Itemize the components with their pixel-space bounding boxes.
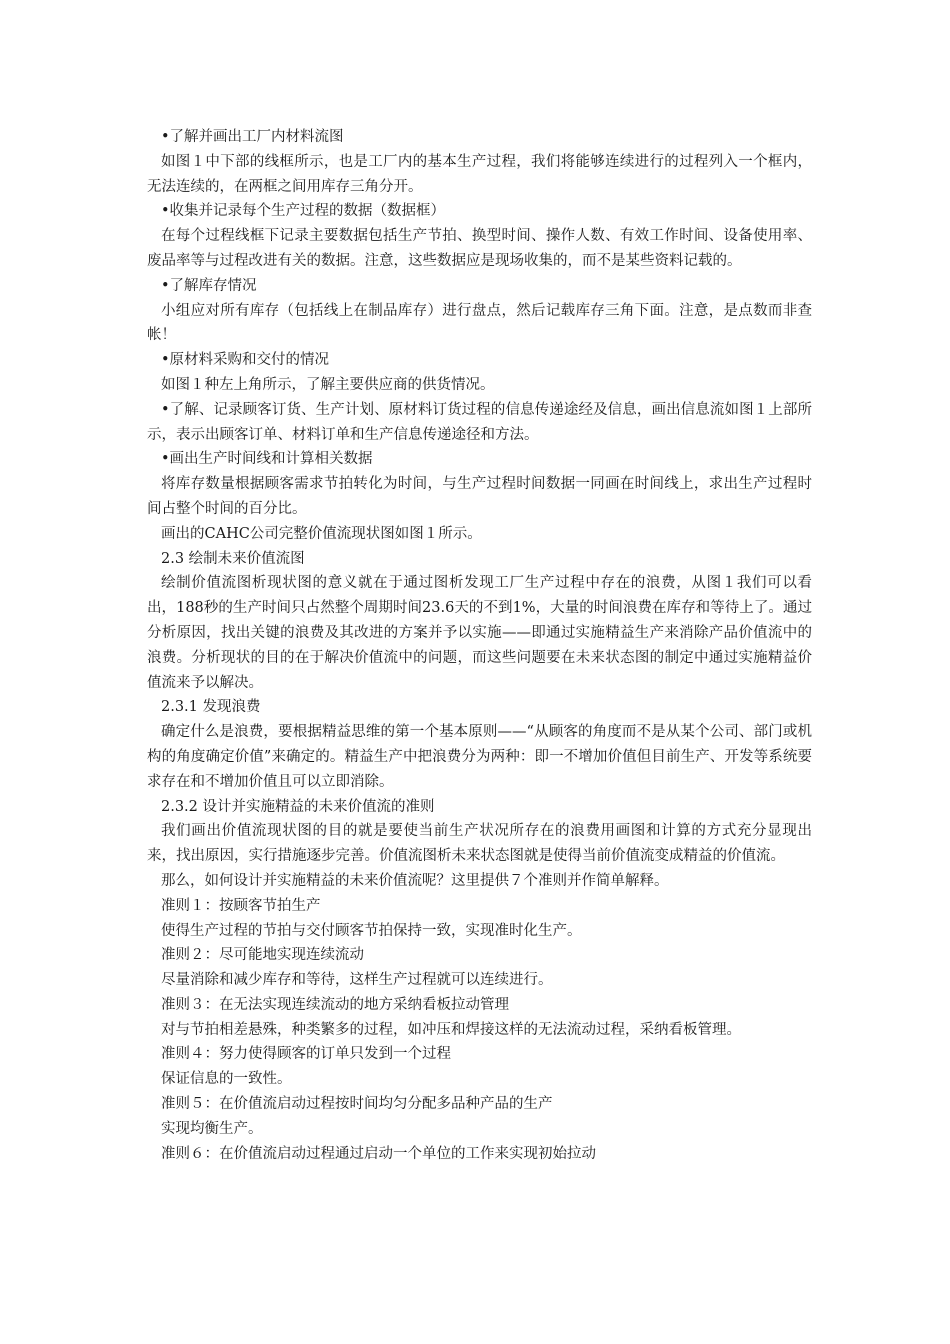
rule-5-title: 准则５：在价值流启动过程按时间均匀分配多品种产品的生产	[161, 1096, 553, 1113]
rule-1-title: 准则１：按顾客节拍生产	[161, 897, 321, 914]
bullet-inventory: •了解库存情况	[161, 277, 257, 294]
paragraph-raw-material: 如图１种左上角所示，了解主要供应商的供货情况。	[161, 376, 495, 393]
heading-2-3-2: 2.3.2 设计并实施精益的未来价值流的准则	[161, 798, 435, 815]
paragraph-data-box: 在每个过程线框下记录主要数据包括生产节拍、换型时间、操作人数、有效工作时间、设备使用率、废品率等与过程改进有关的数据。注意，这些数据应是现场收集的，而不是某些资料记载的。	[147, 228, 812, 269]
rule-3-text: 对与节拍相差悬殊，种类繁多的过程，如冲压和焊接这样的无法流动过程，采纳看板管理。	[161, 1021, 741, 1038]
bullet-raw-material: •原材料采购和交付的情况	[161, 352, 330, 369]
rule-2-title: 准则２：尽可能地实现连续流动	[161, 947, 364, 964]
bullet-material-flow: •了解并画出工厂内材料流图	[161, 129, 344, 145]
bullet-timeline: •画出生产时间线和计算相关数据	[161, 451, 373, 468]
rule-4-text: 保证信息的一致性。	[161, 1071, 292, 1088]
rule-6-title: 准则６：在价值流启动过程通过启动一个单位的工作来实现初始拉动	[161, 1145, 596, 1162]
document-body	[147, 125, 812, 1166]
paragraph-waste: 确定什么是浪费，要根据精益思维的第一个基本原则——“从顾客的角度而不是从某个公司、部门或机构的角度确定价值”来确定的。精益生产中把浪费分为两种：即一不增加价值但目前生产、开发等系统要求存在和不增加价值且可以立即消除。	[147, 724, 812, 790]
rule-2-text: 尽量消除和减少库存和等待，这样生产过程就可以连续进行。	[161, 972, 553, 989]
paragraph-material-flow: 如图１中下部的线框所示，也是工厂内的基本生产过程，我们将能够连续进行的过程列入一个框内，无法连续的，在两框之间用库存三角分开。	[147, 153, 812, 195]
paragraph-timeline: 将库存数量根据顾客需求节拍转化为时间，与生产过程时间数据一同画在时间线上，求出生产过程时间占整个时间的百分比。	[147, 476, 812, 517]
paragraph-inventory: 小组应对所有库存（包括线上在制品库存）进行盘点，然后记载库存三角下面。注意，是点数而非查帐！	[147, 302, 812, 344]
bullet-information-flow: •了解、记录顾客订货、生产计划、原材料订货过程的信息传递途经及信息，画出信息流如图１上部所示，表示出顾客订单、材料订单和生产信息传递途径和方法。	[147, 401, 812, 443]
rule-4-title: 准则４：努力使得顾客的订单只发到一个过程	[161, 1046, 451, 1063]
heading-2-3: 2.3 绘制未来价值流图	[161, 550, 305, 567]
paragraph-seven-rules: 那么，如何设计并实施精益的未来价值流呢？这里提供７个准则并作简单解释。	[161, 872, 669, 889]
paragraph-future-map: 绘制价值流图析现状图的意义就在于通过图析发现工厂生产过程中存在的浪费，从图１我们可以看出，188秒的生产时间只占然整个周期时间23.6天的不到1%，大量的时间浪费在库存和等待上了。通过分析原因，找出关键的浪费及其改进的方案并予以实施——即通过实施精益生产来消除产品价值流中的浪费。分析现状的目的在于解决价值流中的问题，而这些问题要在未来状态图的制定中通过实施精益价值流来予以解决。	[147, 575, 812, 691]
rule-5-text: 实现均衡生产。	[161, 1120, 263, 1137]
paragraph-purpose: 我们画出价值流现状图的目的就是要使当前生产状况所存在的浪费用画图和计算的方式充分显现出来，找出原因，实行措施逐步完善。价值流图析未来状态图就是使得当前价值流变成精益的价值流。	[147, 823, 812, 865]
bullet-data-box: •收集并记录每个生产过程的数据（数据框）	[161, 203, 446, 220]
paragraph-current-state: 画出的CAHC公司完整价值流现状图如图１所示。	[161, 525, 482, 542]
heading-2-3-1: 2.3.1 发现浪费	[161, 699, 261, 716]
rule-1-text: 使得生产过程的节拍与交付顾客节拍保持一致，实现准时化生产。	[161, 922, 582, 939]
rule-3-title: 准则３：在无法实现连续流动的地方采纳看板拉动管理	[161, 996, 509, 1013]
